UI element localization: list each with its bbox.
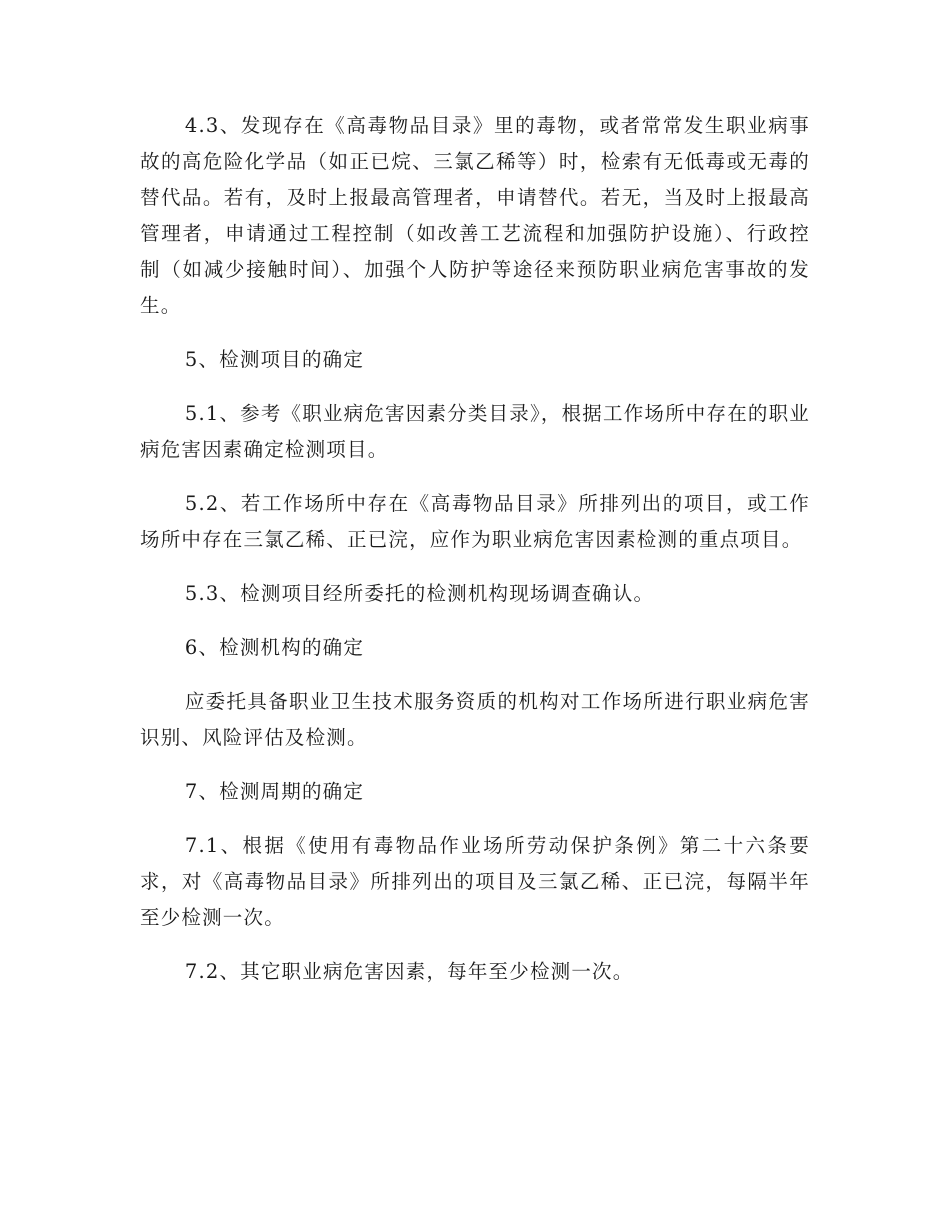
heading-5: 5、检测项目的确定 [184,348,365,371]
heading-7: 7、检测周期的确定 [184,780,365,803]
heading-6: 6、检测机构的确定 [184,636,365,659]
paragraph-5-1: 5.1、参考《职业病危害因素分类目录》，根据工作场所中存在的职业病危害因素确定检测项目。 [140,402,811,461]
paragraph-5-3: 5.3、检测项目经所委托的检测机构现场调查确认。 [184,582,655,605]
paragraph-6: 应委托具备职业卫生技术服务资质的机构对工作场所进行职业病危害识别、风险评估及检测。 [140,690,810,749]
paragraph-5-2: 5.2、若工作场所中存在《高毒物品目录》所排列出的项目，或工作场所中存在三氯乙稀、正已浣，应作为职业病危害因素检测的重点项目。 [140,492,810,551]
paragraph-7-1: 7.1、根据《使用有毒物品作业场所劳动保护条例》第二十六条要求，对《高毒物品目录》所排列出的项目及三氯乙稀、正已浣，每隔半年至少检测一次。 [140,834,810,929]
document-body [140,108,810,1008]
paragraph-7-2: 7.2、其它职业病危害因素，每年至少检测一次。 [184,960,634,983]
paragraph-4-3: 4.3、发现存在《高毒物品目录》里的毒物，或者常常发生职业病事故的高危险化学品（如正已烷、三氯乙稀等）时，检索有无低毒或无毒的替代品。若有，及时上报最高管理者，申请替代。若无，当及时上报最高管理者，申请通过工程控制（如改善工艺流程和加强防护设施）、行政控制（如减少接触时间）、加强个人防护等途径来预防职业病危害事故的发生。 [140,114,810,317]
